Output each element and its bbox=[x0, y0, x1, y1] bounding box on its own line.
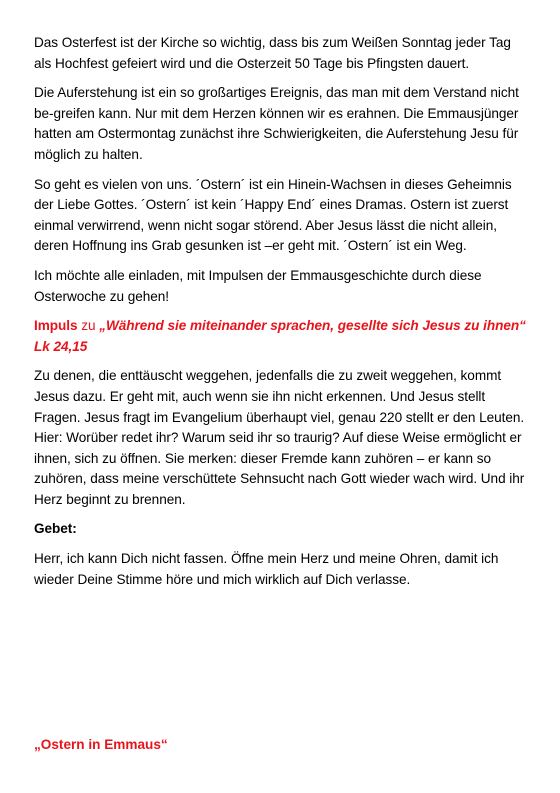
impuls-bible-quote: „Während sie miteinander sprachen, gesellte sich Jesus zu ihnen“ Lk 24,15 bbox=[34, 318, 526, 354]
impuls-text: Zu denen, die enttäuscht weggehen, jedenfalls die zu zweit weggehen, kommt Jesus dazu. Er geht mit, auch wenn sie ihn nicht erkennen. Und Jesus stellt Fragen. Jesus fragt im Evangelium überhaupt viel, genau 220 stellt er den Leuten. Hier: Worüber redet ihr? Warum seid ihr so traurig? Auf diese Weise ermöglicht er ihnen, sich zu öffnen. Sie merken: dieser Fremde kann zuhören – er kann so zuhören, dass meine verschüttete Sehnsucht nach Gott wieder wach wird. Und ihr Herz beginnt zu brennen. bbox=[34, 368, 525, 507]
footer-title: „Ostern in Emmaus“ bbox=[34, 737, 168, 752]
intro-paragraph-4: Ich möchte alle einladen, mit Impulsen der Emmausgeschichte durch diese Osterwoche zu gehen! bbox=[34, 267, 482, 304]
gebet-heading: Gebet: bbox=[34, 521, 77, 537]
intro-paragraph-3: So geht es vielen von uns. ´Ostern´ ist ein Hinein-Wachsen in dieses Geheimnis der Liebe Gottes. ´Ostern´ ist kein ´Happy End´ eines Dramas. Ostern ist zuerst einmal verwirrend, wenn nicht sogar störend. Aber Jesus lässt die nicht allein, deren Hoffnung ins Grab gesunken ist –er geht mit. ´Ostern´ ist ein Weg. bbox=[34, 176, 512, 254]
impuls-heading bbox=[34, 316, 530, 357]
intro-paragraph-1: Das Osterfest ist der Kirche so wichtig, dass bis zum Weißen Sonntag jeder Tag als Hochfest gefeiert wird und die Osterzeit 50 Tage bis Pfingsten dauert. bbox=[34, 35, 511, 71]
impuls-connector: zu bbox=[77, 318, 100, 334]
impuls-label: Impuls bbox=[34, 318, 78, 334]
document-body bbox=[34, 33, 530, 599]
gebet-text: Herr, ich kann Dich nicht fassen. Öffne mein Herz und meine Ohren, damit ich wieder Deine Stimme höre und mich wirklich auf Dich verlasse. bbox=[34, 551, 499, 587]
intro-paragraph-2: Die Auferstehung ist ein so großartiges Ereignis, das man mit dem Verstand nicht be-greifen kann. Nur mit dem Herzen können wir es erahnen. Die Emmausjünger hatten am Ostermontag zunächst ihre Schwierigkeiten, die Auferstehung Jesu für möglich zu halten. bbox=[34, 85, 519, 162]
